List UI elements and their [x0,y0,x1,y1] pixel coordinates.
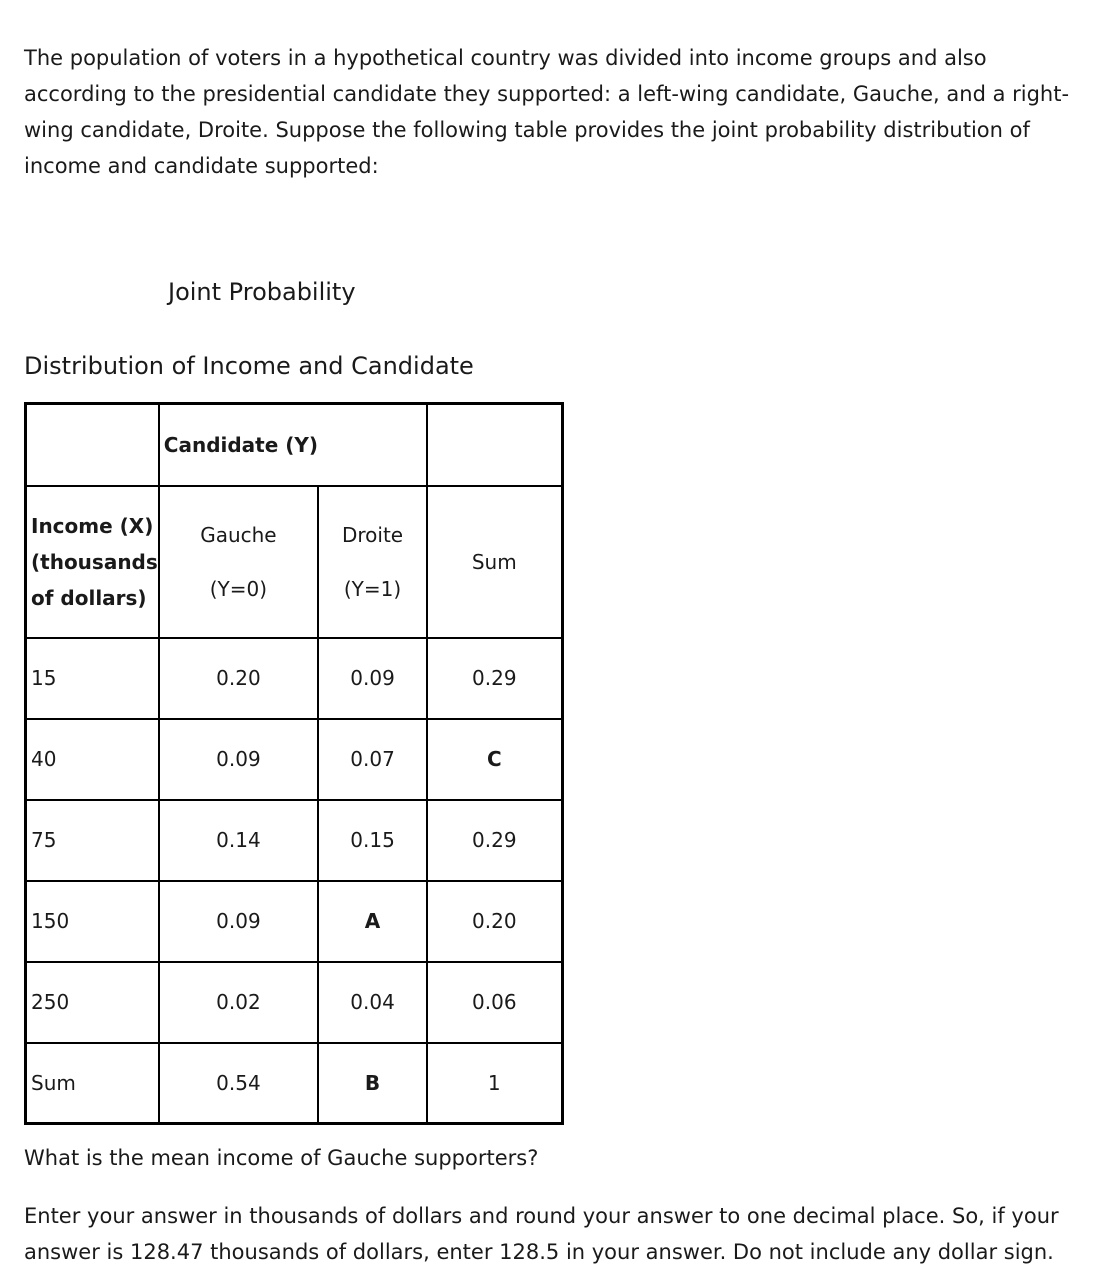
income-cell: 250 [26,962,159,1043]
sum-cell: 0.20 [427,881,562,962]
table-row-sum [26,1043,563,1124]
table-subheader-row [26,486,563,638]
droite-cell: 0.09 [318,638,427,719]
table-title-line2: Distribution of Income and Candidate [24,352,474,380]
candidate-header-label: Candidate (Y) [163,432,319,457]
gauche-cell: 0.20 [159,638,318,719]
problem-intro: The population of voters in a hypothetical country was divided into income groups and also according to the presidential candidate they supported: a left-wing candidate, Gauche, and a right-wing candidate, Droite. Suppose the following table provides the joint probability distribution of income and candidate supported: [24,46,1070,178]
gauche-header [159,486,318,638]
droite-cell: 0.07 [318,719,427,800]
gauche-total-cell: 0.54 [159,1043,318,1124]
table-title-line1: Joint Probability [168,278,356,306]
candidate-header [159,404,318,486]
sum-cell-unknown-c: C [427,719,562,800]
droite-header [318,486,427,638]
gauche-cell: 0.02 [159,962,318,1043]
gauche-cell: 0.14 [159,800,318,881]
sum-cell: 0.29 [427,638,562,719]
table-row [26,719,563,800]
empty-corner-cell [26,404,159,486]
table-row [26,638,563,719]
grand-total-cell: 1 [427,1043,562,1124]
droite-code: (Y=1) [343,576,402,601]
answer-instructions: Enter your answer in thousands of dollars and round your answer to one decimal place. So, if your answer is 128.47 thousands of dollars, enter 128.5 in your answer. Do not include any dollar sign. [24,1204,1059,1264]
droite-cell-unknown-a: A [318,881,427,962]
table-row [26,881,563,962]
droite-cell: 0.15 [318,800,427,881]
income-cell: 150 [26,881,159,962]
joint-probability-table [24,402,564,1125]
gauche-label: Gauche [200,522,277,547]
income-header-line1: Income (X) [31,513,154,538]
gauche-cell: 0.09 [159,881,318,962]
gauche-code: (Y=0) [209,576,268,601]
income-cell: 15 [26,638,159,719]
table-row [26,962,563,1043]
sum-cell: 0.06 [427,962,562,1043]
candidate-header-span [318,404,427,486]
income-header-line2: (thousands [31,549,158,574]
droite-cell: 0.04 [318,962,427,1043]
income-header-line3: of dollars) [31,585,147,610]
empty-sum-header-cell [427,404,562,486]
income-cell: 75 [26,800,159,881]
question-text: What is the mean income of Gauche supporters? [24,1146,539,1170]
sum-cell: 0.29 [427,800,562,881]
droite-total-cell-unknown-b: B [318,1043,427,1124]
gauche-cell: 0.09 [159,719,318,800]
table-header-row [26,404,563,486]
income-cell: 40 [26,719,159,800]
income-header [26,486,159,638]
sum-row-label: Sum [26,1043,159,1124]
sum-header: Sum [427,486,562,638]
droite-label: Droite [341,522,404,547]
table-row [26,800,563,881]
